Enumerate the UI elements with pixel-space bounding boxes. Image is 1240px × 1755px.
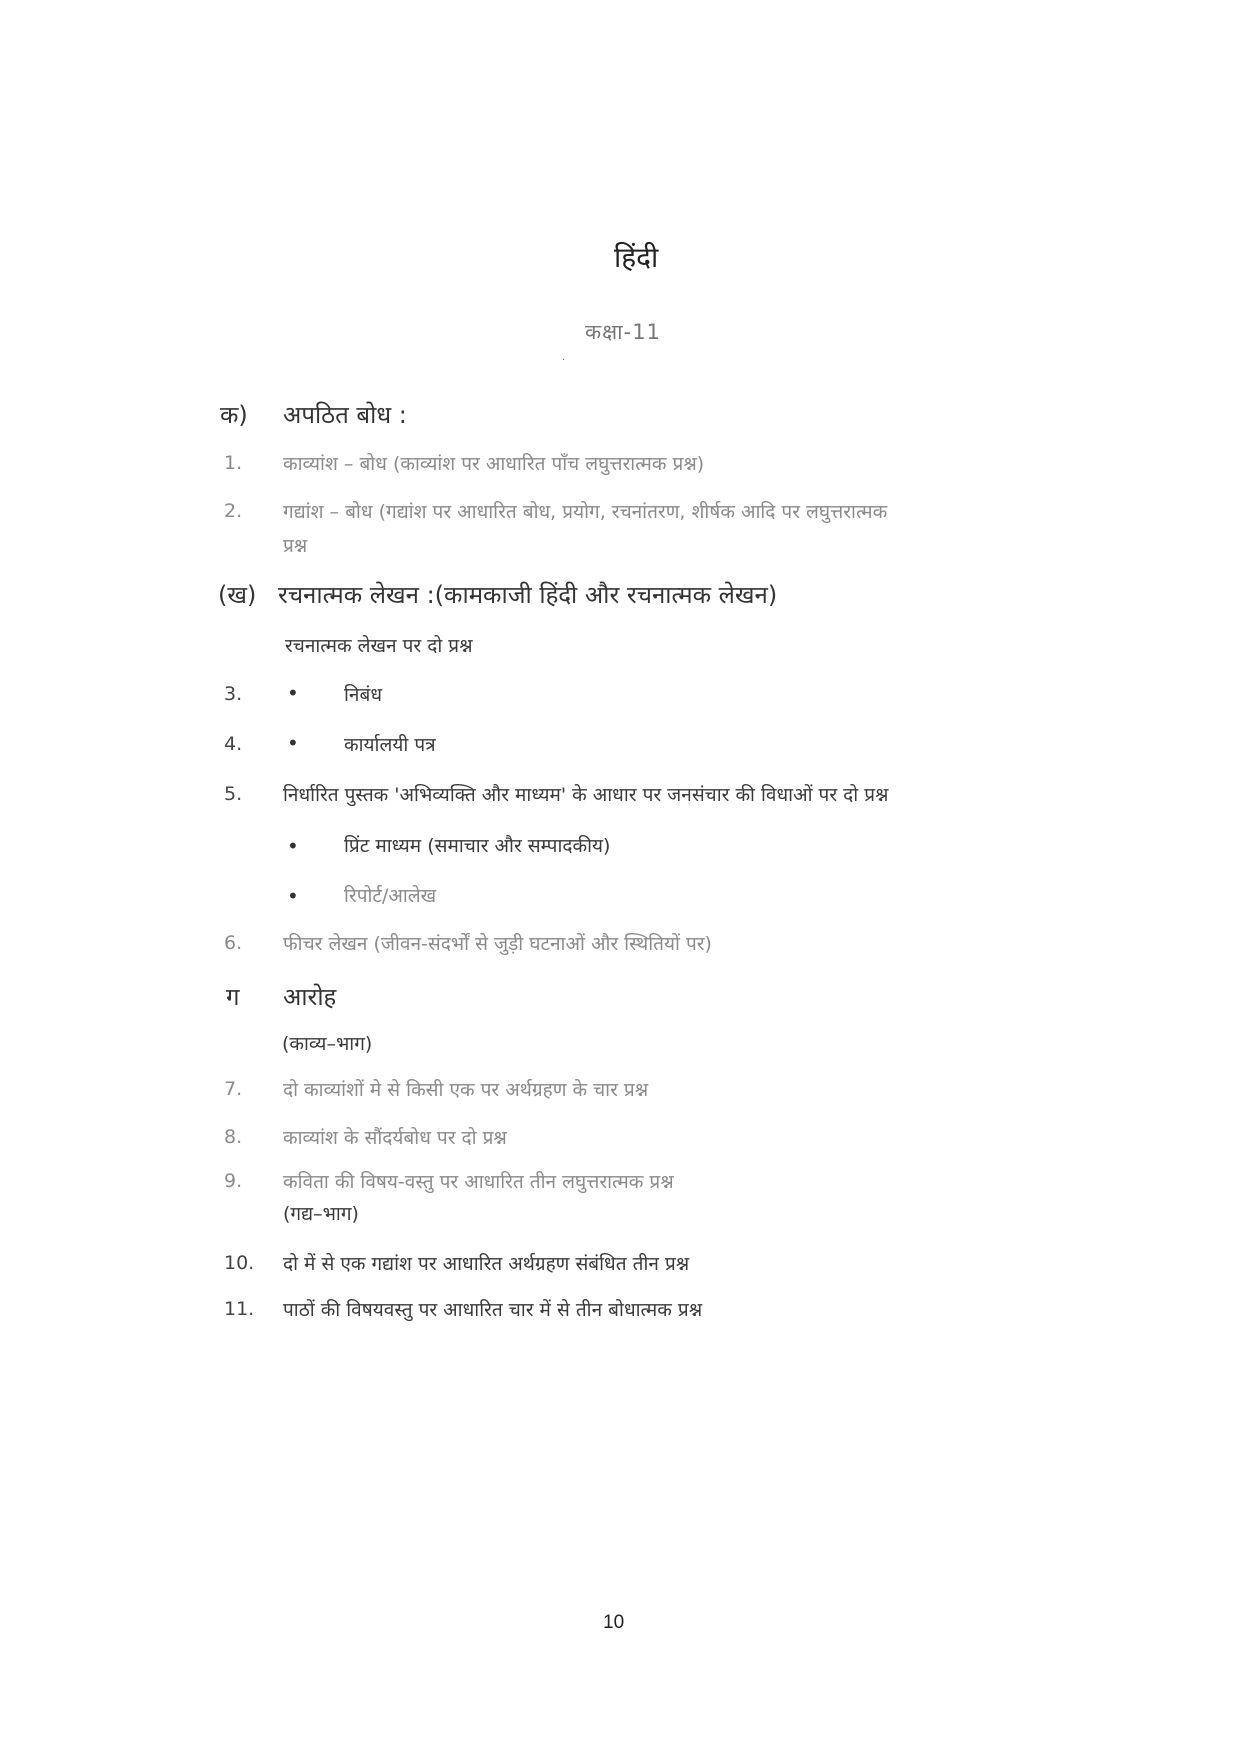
class-label: कक्षा-11: [585, 320, 661, 344]
item-number: 2.: [224, 500, 243, 522]
item-text: पाठों की विषयवस्तु पर आधारित चार में से तीन बोधात्मक प्रश्न: [283, 1299, 703, 1321]
section-ka-marker: क): [220, 401, 248, 429]
item-text: काव्यांश – बोध (काव्यांश पर आधारित पाँच लघुत्तरात्मक प्रश्न): [283, 453, 705, 475]
item-number: 5.: [224, 783, 243, 805]
item-number: 1.: [224, 452, 243, 474]
kavya-bhag-label: (काव्य–भाग): [282, 1033, 373, 1055]
item-number: 11.: [224, 1298, 255, 1320]
item-number: 8.: [224, 1126, 243, 1148]
item-text: निबंध: [344, 684, 383, 706]
item-text: गद्यांश – बोध (गद्यांश पर आधारित बोध, प्रयोग, रचनांतरण, शीर्षक आदि पर लघुत्तरात्मक: [283, 501, 888, 523]
stray-mark: .: [562, 352, 566, 363]
bullet-icon: •: [287, 681, 299, 705]
section-ka-title: अपठित बोध :: [283, 401, 407, 429]
item-text: दो में से एक गद्यांश पर आधारित अर्थग्रहण संबंधित तीन प्रश्न: [283, 1253, 690, 1275]
item-text: निर्धारित पुस्तक 'अभिव्यक्ति और माध्यम' के आधार पर जनसंचार की विधाओं पर दो प्रश्न: [283, 784, 889, 806]
page-number: 10: [603, 1612, 625, 1633]
page-title: हिंदी: [614, 241, 659, 274]
section-kha-marker: (ख): [218, 581, 257, 609]
item-text: कविता की विषय-वस्तु पर आधारित तीन लघुत्तरात्मक प्रश्न: [283, 1171, 674, 1193]
sub-item-text: रिपोर्ट/आलेख: [344, 885, 437, 907]
gadya-bhag-label: (गद्य–भाग): [283, 1203, 359, 1225]
item-text-continued: प्रश्न: [283, 535, 308, 557]
item-number: 7.: [224, 1078, 243, 1100]
section-kha-title: रचनात्मक लेखन :(कामकाजी हिंदी और रचनात्मक लेखन): [278, 581, 778, 609]
item-number: 9.: [224, 1170, 243, 1192]
item-number: 4.: [224, 733, 243, 755]
bullet-icon: •: [287, 834, 299, 858]
sub-item-text: प्रिंट माध्यम (समाचार और सम्पादकीय): [344, 835, 611, 857]
item-text: कार्यालयी पत्र: [344, 734, 436, 756]
item-text: फीचर लेखन (जीवन-संदर्भों से जुड़ी घटनाओं और स्थितियों पर): [283, 933, 712, 955]
bullet-icon: •: [287, 731, 299, 755]
item-text: काव्यांश के सौंदर्यबोध पर दो प्रश्न: [283, 1127, 507, 1149]
item-number: 10.: [224, 1252, 255, 1274]
section-ga-title: आरोह: [283, 983, 337, 1011]
section-kha-intro: रचनात्मक लेखन पर दो प्रश्न: [285, 635, 473, 657]
item-number: 6.: [224, 932, 243, 954]
section-ga-marker: ग: [226, 983, 240, 1011]
bullet-icon: •: [287, 884, 299, 908]
item-text: दो काव्यांशों मे से किसी एक पर अर्थग्रहण के चार प्रश्न: [283, 1079, 649, 1101]
item-number: 3.: [224, 683, 243, 705]
